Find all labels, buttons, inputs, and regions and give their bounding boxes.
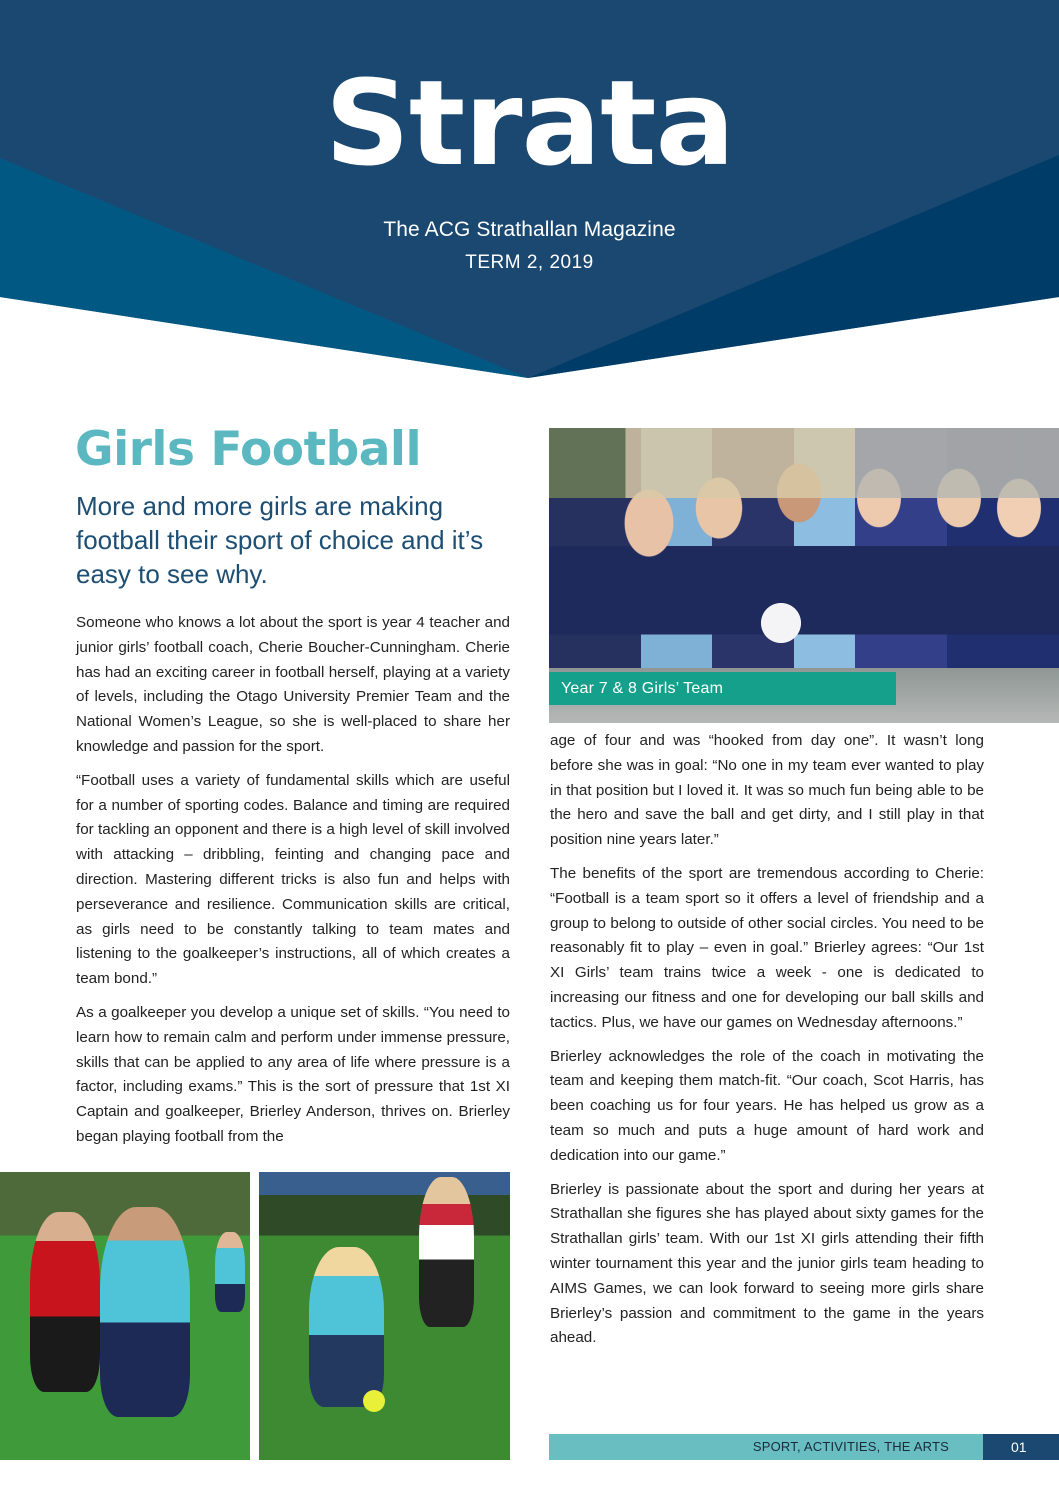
paragraph: “Football uses a variety of fundamental skills which are useful for a number of sporting codes. Balance and timing are required for tackling an opponent and there is a high level of skill involved with attacking – dribbling, feinting and changing pace and direction. Mastering different tricks is also fun and helps with perseverance and resilience. Communication skills are critical, as girls need to be constantly talking to team mates and listening to the goalkeeper’s instructions, all of which creates a team bond.” xyxy=(76,771,510,988)
paragraph: The benefits of the sport are tremendous according to Cherie: “Football is a team sport so it offers a level of friendship and a group to belong to outside of other social circles. You need to be reasonably fit to play – even in goal.” Brierley agrees: “Our 1st XI Girls’ team trains twice a week - one is dedicated to increasing our fitness and one for developing our ball skills and tactics. Plus, we have our games on Wednesday afternoons.” xyxy=(550,864,984,1031)
masthead xyxy=(0,54,1059,274)
paragraph: Someone who knows a lot about the sport is year 4 teacher and junior girls’ football coach, Cherie Boucher-Cunningham. Cherie has had an exciting career in football herself, playing at a variety of levels, including the Otago University Premier Team and the National Women’s League, so she is well-placed to share her knowledge and passion for the sport. xyxy=(76,614,510,755)
football xyxy=(363,1390,385,1412)
player-background xyxy=(215,1232,245,1312)
page-footer xyxy=(549,1434,1059,1460)
article-title: Girls Football xyxy=(75,422,422,477)
photo-background xyxy=(549,428,1059,498)
paragraph: Brierley acknowledges the role of the coach in motivating the team and keeping them match-fit. “Our coach, Scot Harris, has been coaching us for four years. He has helped us grow as a team so much and puts a huge amount of hard work and dedication into our game.” xyxy=(550,1047,984,1164)
match-photo-2 xyxy=(259,1172,510,1460)
page-number: 01 xyxy=(983,1434,1059,1460)
player-blue-kicking xyxy=(309,1247,384,1407)
article-standfirst: More and more girls are making football their sport of choice and it’s easy to see why. xyxy=(76,491,484,589)
paragraph: As a goalkeeper you develop a unique set of skills. “You need to learn how to remain calm and perform under immense pressure, skills that can be applied to any area of life where pressure is a factor, including exams.” This is the sort of pressure that 1st XI Captain and goalkeeper, Brierley Anderson, thrives on. Brierley began playing football from the xyxy=(76,1003,510,1145)
header-banner xyxy=(0,0,1059,380)
paragraph: age of four and was “hooked from day one”. It wasn’t long before she was in goal: “No one in my team ever wanted to play in that position but I loved it. It was so much fun being able to be the hero and save the ball and get dirty, and I still play in that position nine years later.” xyxy=(550,732,984,849)
paragraph: Brierley is passionate about the sport and during her years at Strathallan she figures she has played about sixty games for the Strathallan girls’ team. With our 1st XI girls attending their fifth winter tournament this year and the junior girls team heading to AIMS Games, we can look forward to seeing more girls share Brierley’s passion and commitment to the game in the years ahead. xyxy=(550,1180,984,1347)
issue-label: TERM 2, 2019 xyxy=(465,252,594,273)
match-photo-1 xyxy=(0,1172,250,1460)
player-blue xyxy=(100,1207,190,1417)
photo-caption: Year 7 & 8 Girls’ Team xyxy=(549,672,896,705)
magazine-subtitle: The ACG Strathallan Magazine xyxy=(383,218,676,241)
magazine-logo: Strata xyxy=(324,54,735,192)
left-column xyxy=(76,611,510,1159)
player-opponent xyxy=(419,1177,474,1327)
team-photo xyxy=(549,428,1059,723)
player-red xyxy=(30,1212,100,1392)
right-column xyxy=(550,729,984,1360)
section-label: SPORT, ACTIVITIES, THE ARTS xyxy=(549,1434,983,1460)
